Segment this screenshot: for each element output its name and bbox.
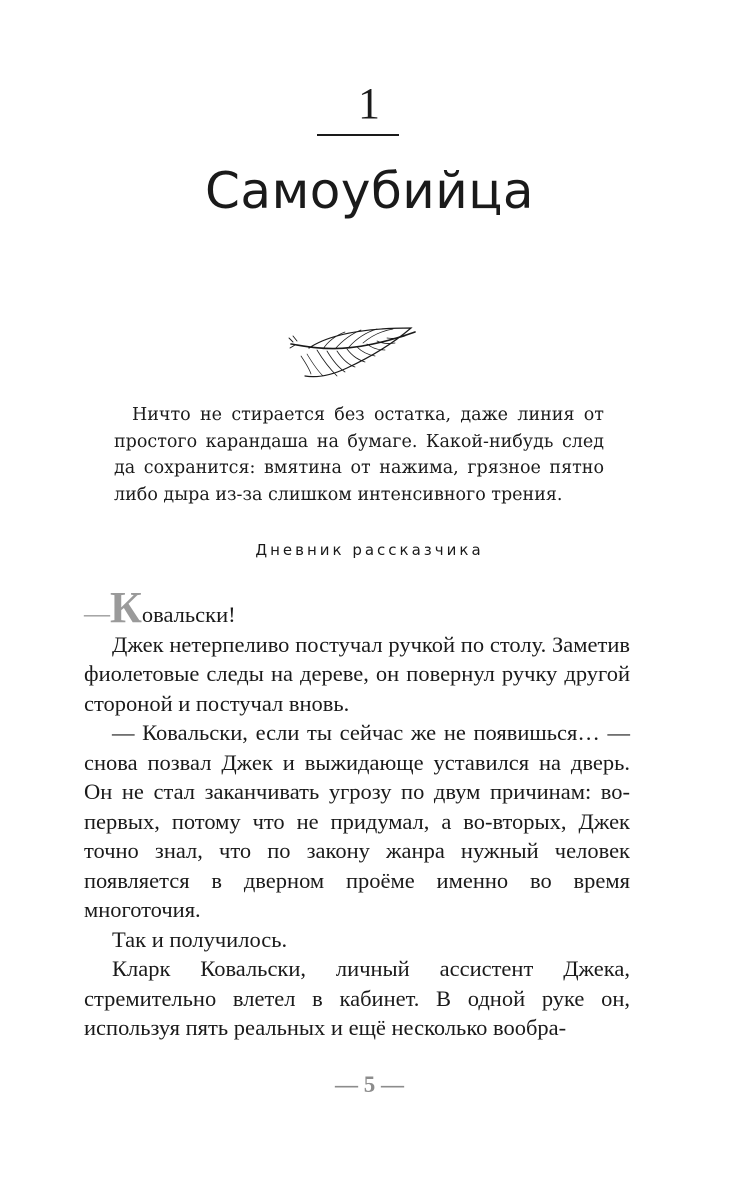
paragraph: — Ковальски, если ты сейчас же не появишься… — снова позвал Джек и выжидающе уставился на дверь. Он не стал заканчивать угрозу по двум причинам: во-первых, потому что не придумал, а во-вторых, Джек точно знал, что по закону жанра нужный человек появляется в дверном проёме именно во время многоточия. — [84, 720, 630, 922]
chapter-number: 1 — [358, 79, 381, 128]
paragraph: Так и получилось. — [112, 926, 288, 952]
chapter-title: Самоубийца — [205, 162, 534, 220]
opening-line — [84, 583, 630, 632]
feather-ornament — [287, 326, 419, 382]
paragraph: Кларк Ковальски, личный ассистент Джека, стремительно влетел в кабинет. В одной руке он, используя пять реальных и ещё несколько вообра- — [84, 956, 630, 1040]
paragraph: Джек нетерпеливо постучал ручкой по столу. Заметив фиолетовые следы на дереве, он повернул ручку другой стороной и постучал вновь. — [84, 631, 630, 716]
chapter-rule — [317, 134, 399, 136]
opening-rest: овальски! — [141, 602, 236, 627]
epigraph-text: Ничто не стирается без остатка, даже линия от простого карандаша на бумаге. Какой-нибудь след да сохранится: вмятина от нажима, грязное пятно либо дыра из-за слишком интенсивного трения. — [114, 405, 604, 505]
page-number: — 5 — — [335, 1072, 404, 1097]
body-text — [84, 583, 630, 1043]
opening-dash: — — [84, 599, 110, 628]
drop-cap: К — [110, 583, 142, 632]
epigraph-source: Дневник рассказчика — [255, 541, 484, 559]
